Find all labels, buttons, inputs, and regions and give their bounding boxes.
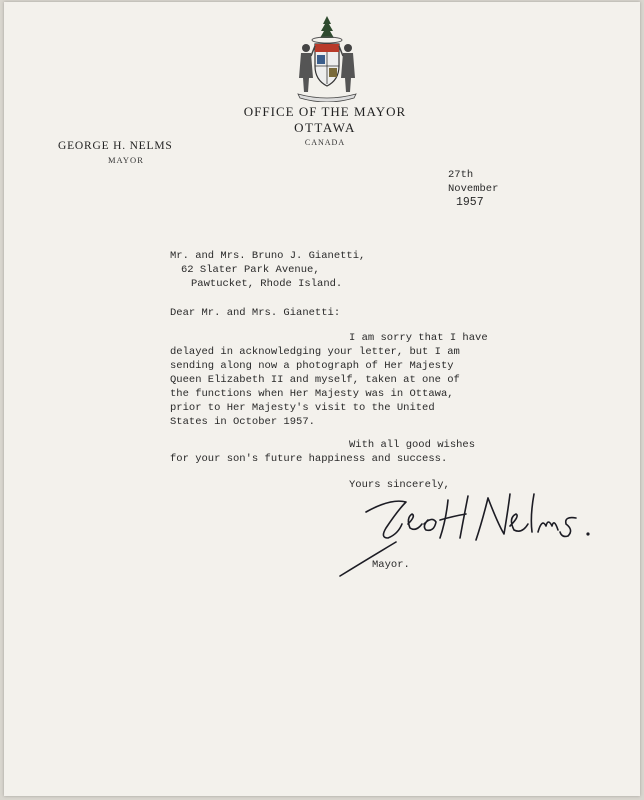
date-day: 27th xyxy=(448,169,474,181)
letter-page xyxy=(4,2,640,796)
body-line: sending along now a photograph of Her Majesty xyxy=(170,360,454,372)
mayor-title: MAYOR xyxy=(108,155,144,165)
recipient-line-2: 62 Slater Park Avenue, xyxy=(181,264,320,276)
body-line: States in October 1957. xyxy=(170,416,315,428)
salutation: Dear Mr. and Mrs. Gianetti: xyxy=(170,307,341,319)
body-line: I am sorry that I have xyxy=(349,332,488,344)
office-title: OFFICE OF THE MAYOR xyxy=(243,104,407,119)
recipient-line-3: Pawtucket, Rhode Island. xyxy=(191,278,343,290)
coat-of-arms-crest xyxy=(292,16,362,102)
body-line: Queen Elizabeth II and myself, taken at one of xyxy=(170,374,460,386)
body-line: prior to Her Majesty's visit to the United xyxy=(170,402,435,414)
date-month: November xyxy=(448,183,499,195)
country-name: CANADA xyxy=(304,138,346,147)
body-line: for your son's future happiness and success. xyxy=(170,453,448,465)
recipient-line-1: Mr. and Mrs. Bruno J. Gianetti, xyxy=(170,250,366,262)
signature-title: Mayor. xyxy=(372,559,410,571)
closing: Yours sincerely, xyxy=(349,479,450,491)
body-line: With all good wishes xyxy=(349,439,476,451)
city-name: OTTAWA xyxy=(294,120,356,135)
date-year: 1957 xyxy=(456,196,484,209)
body-line: the functions when Her Majesty was in Ottawa, xyxy=(170,388,454,400)
body-line: delayed in acknowledging your letter, but I am xyxy=(170,346,460,358)
mayor-name: GEORGE H. NELMS xyxy=(58,140,173,152)
